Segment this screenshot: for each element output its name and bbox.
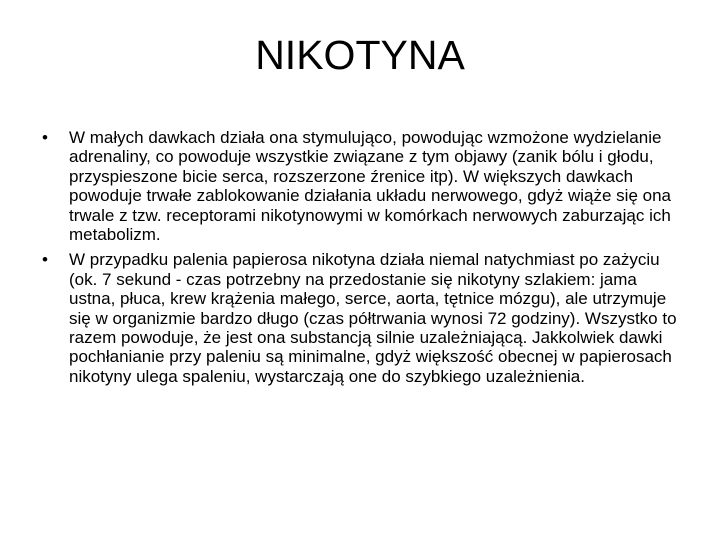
slide-title: NIKOTYNA xyxy=(255,32,465,78)
bullet-item xyxy=(42,128,682,244)
bullet-text: W przypadku palenia papierosa nikotyna działa niemal natychmiast po zażyciu (ok. 7 sekund - czas potrzebny na przedostanie się nikotyny szlakiem: jama ustna, płuca, krew krążenia małego, serce, aorta, tętnice mózgu), ale utrzymuje się w organizmie bardzo długo (czas półtrwania wynosi 72 godziny). Wszystko to razem powoduje, że jest ona substancją silnie uzależniającą. Jakkolwiek dawki pochłanianie przy paleniu są minimalne, gdyż większość obecnej w papierosach nikotyny ulega spaleniu, wystarczają one do szybkiego uzależnienia. xyxy=(69,250,677,386)
bullet-text: W małych dawkach działa ona stymulująco, powodując wzmożone wydzielanie adrenaliny, co powoduje wszystkie związane z tym objawy (zanik bólu i głodu, przyspieszone bicie serca, rozszerzone źrenice itp). W większych dawkach powoduje trwałe zablokowanie działania układu nerwowego, gdyż wiąże się ona trwale z tzw. receptorami nikotynowymi w komórkach nerwowych zaburzając ich metabolizm. xyxy=(69,128,671,245)
bullet-marker: • xyxy=(42,250,48,270)
bullet-marker: • xyxy=(42,128,48,147)
bullet-list xyxy=(42,128,682,392)
bullet-item xyxy=(42,250,682,386)
